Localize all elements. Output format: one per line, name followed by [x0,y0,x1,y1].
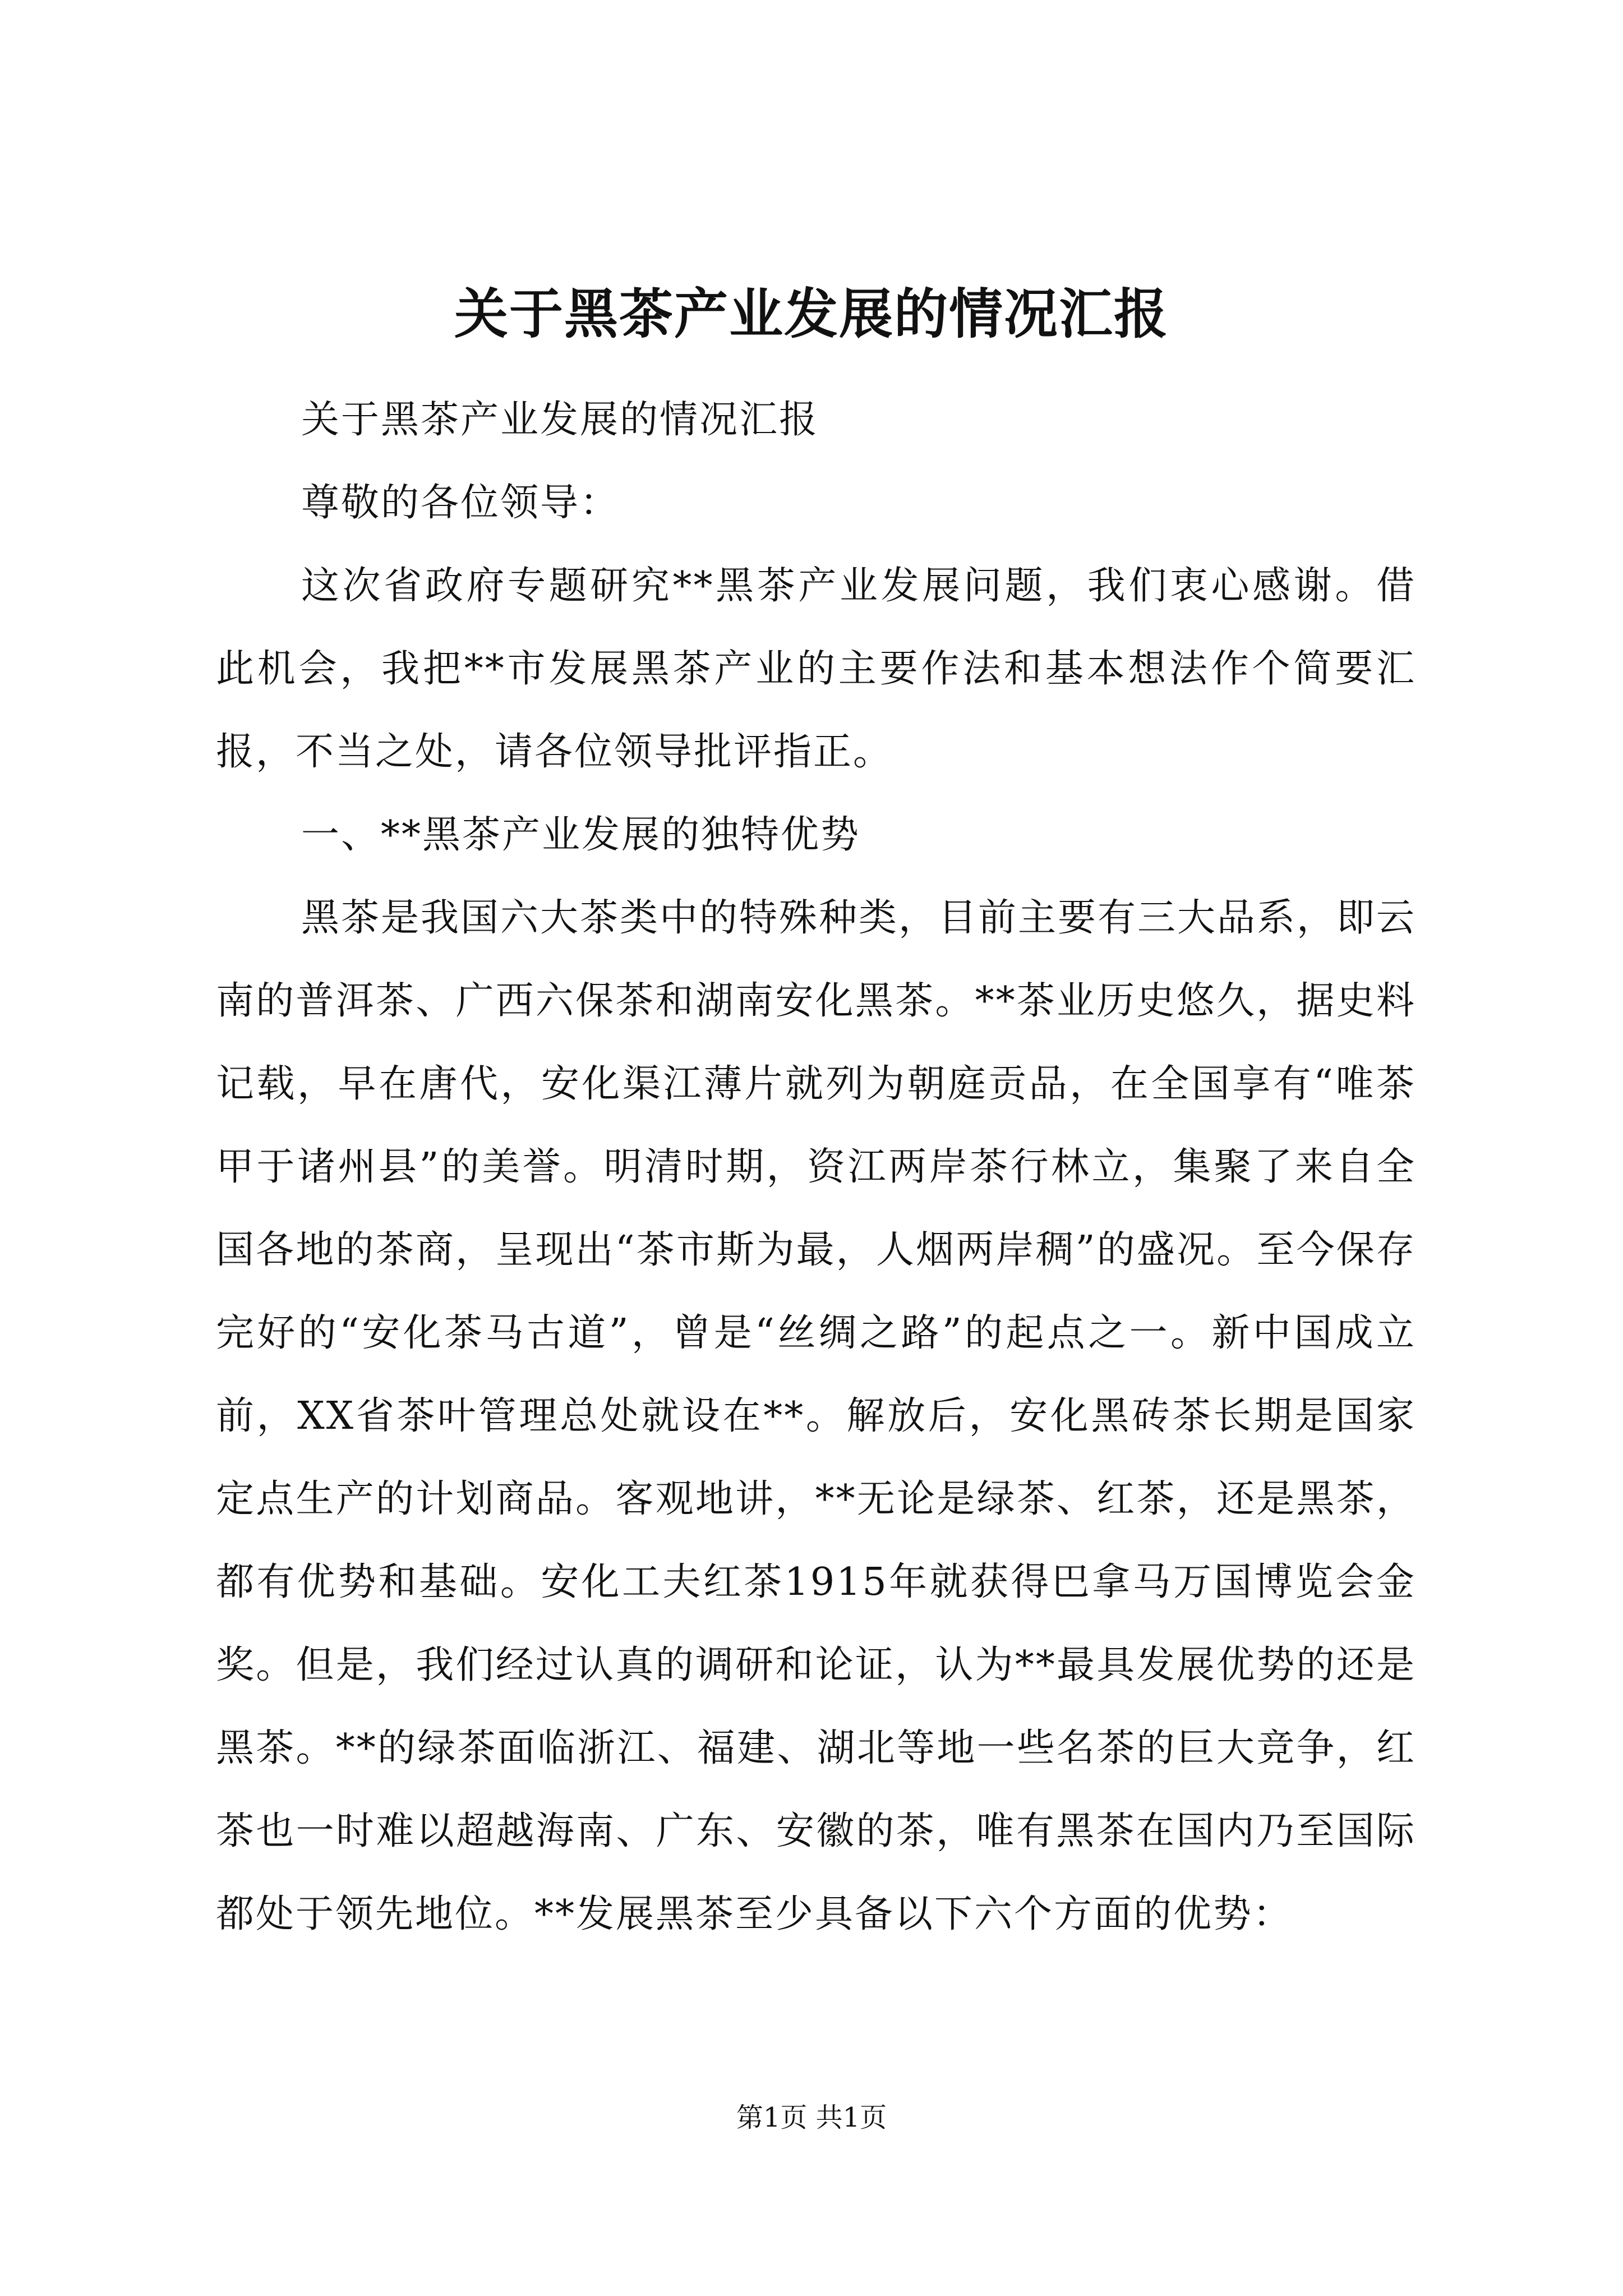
intro-paragraph: 这次省政府专题研究**黑茶产业发展问题，我们衷心感谢。借此机会，我把**市发展黑茶产业的主要作法和基本想法作个简要汇报，不当之处，请各位领导批评指正。 [216,564,1416,774]
subtitle-paragraph: 关于黑茶产业发展的情况汇报 [301,398,819,442]
body-paragraph: 黑茶是我国六大茶类中的特殊种类，目前主要有三大品系，即云南的普洱茶、广西六保茶和湖南安化黑茶。**茶业历史悠久，据史料记载，早在唐代，安化渠江薄片就列为朝庭贡品，在全国享有“唯茶甲于诸州县”的美誉。明清时期，资江两岸茶行林立，集聚了来自全国各地的茶商，呈现出“茶市斯为最，人烟两岸稠”的盛况。至今保存完好的“安化茶马古道”，曾是“丝绸之路”的起点之一。新中国成立前，XX省茶叶管理总处就设在**。解放后，安化黑砖茶长期是国家定点生产的计划商品。客观地讲，**无论是绿茶、红茶，还是黑茶，都有优势和基础。安化工夫红茶1915年就获得巴拿马万国博览会金奖。但是，我们经过认真的调研和论证，认为**最具发展优势的还是黑茶。**的绿茶面临浙江、福建、湖北等地一些名茶的巨大竞争，红茶也一时难以超越海南、广东、安徽的茶，唯有黑茶在国内乃至国际都处于领先地位。**发展黑茶至少具备以下六个方面的优势： [216,896,1417,1936]
page-footer: 第1页 共1页 [736,2102,887,2133]
document-body [216,379,1416,1956]
salutation-paragraph: 尊敬的各位领导： [301,481,620,525]
section-heading: 一、**黑茶产业发展的独特优势 [301,813,861,857]
document-title: 关于黑茶产业发展的情况汇报 [454,282,1169,346]
